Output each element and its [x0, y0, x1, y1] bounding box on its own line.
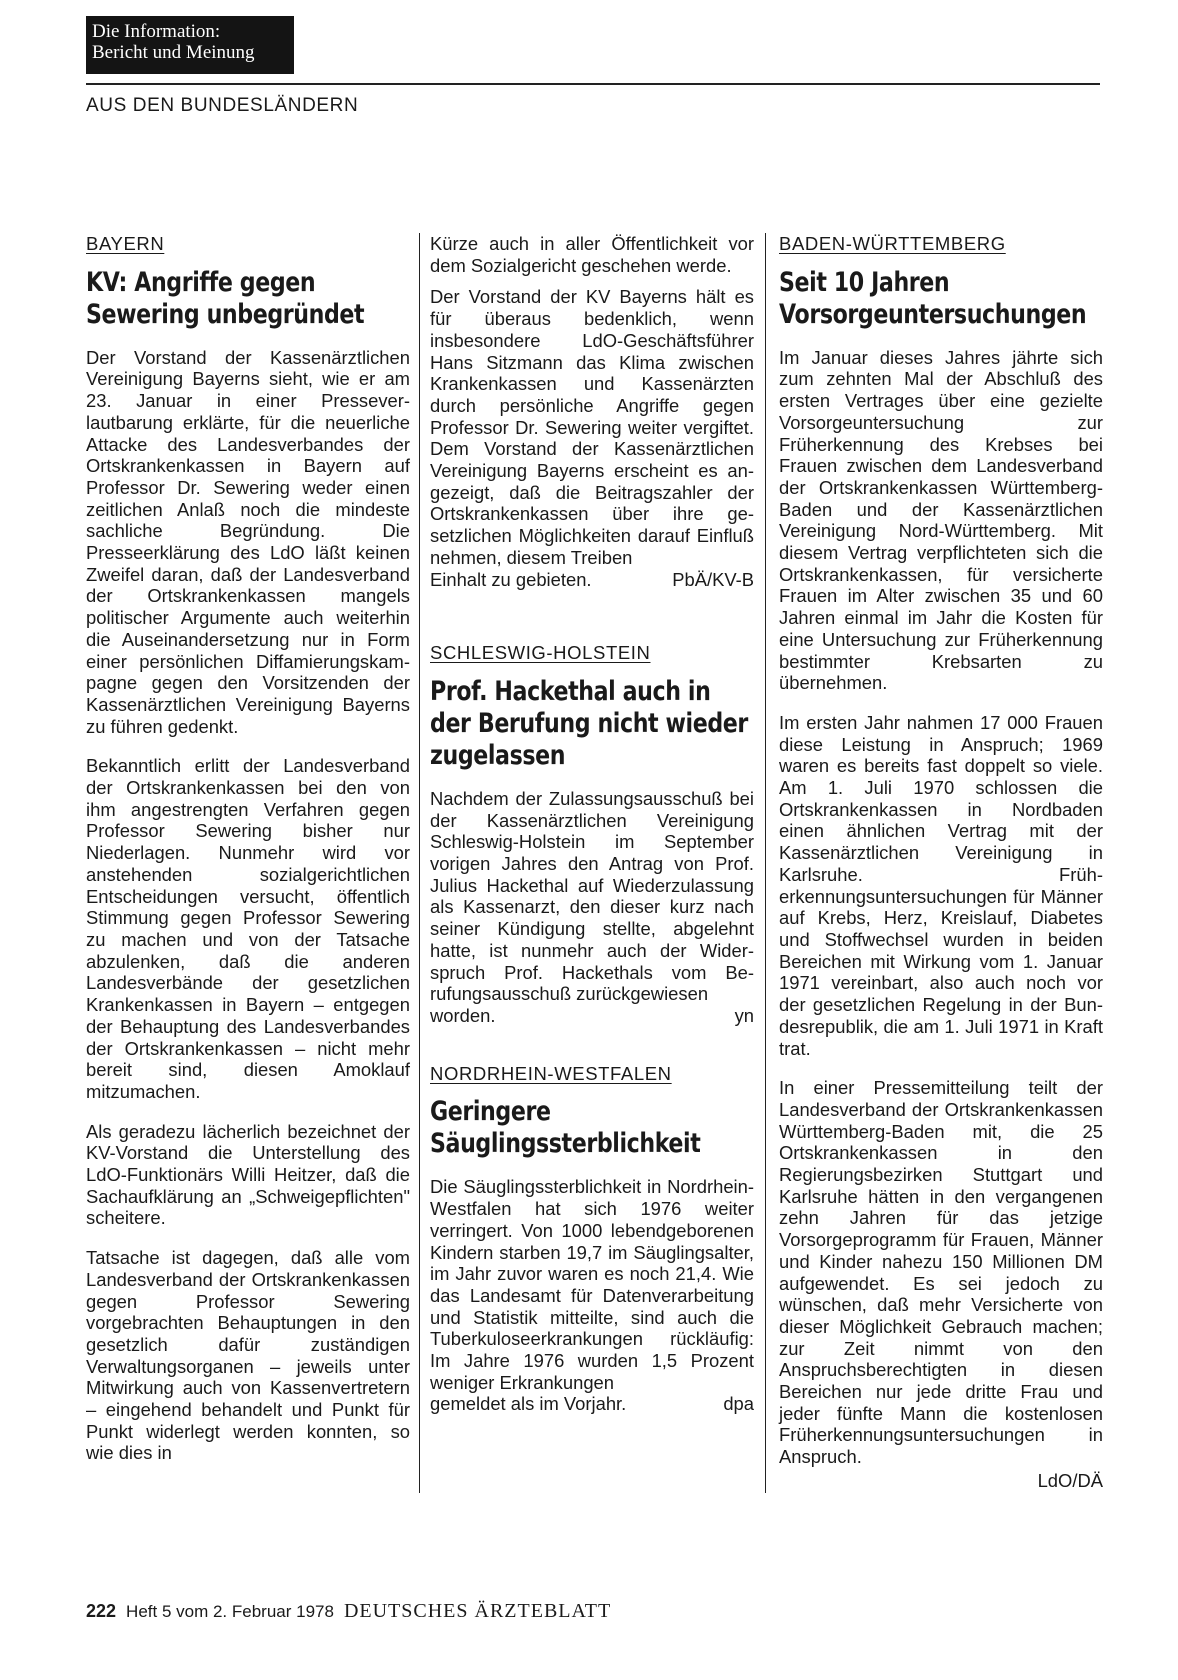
page-footer: [86, 1600, 611, 1623]
nrw-last-line: [430, 1393, 754, 1415]
section-heading: AUS DEN BUNDESLÄNDERN: [86, 95, 359, 116]
region-baden-wuerttemberg: BADEN-WÜRTTEMBERG: [779, 233, 1006, 254]
bw-paragraph-3: In einer Pressemitteilung teilt der Landesverband der Ortskrankenkassen Württemberg-Baden mit, die 25 Ortskrankenkassen in den Regierungsbezirken Stuttgart und Karlsruhe hätten in den vergangenen zehn Jahren für das jetzige Vorsorgeprogramm für Frauen, Männer und Kinder nahezu 150 Millionen DM aufgewendet. Es sei jedoch zu wünschen, daß mehr Versicherte von dieser Möglichkeit Gebrauch machen; zur Zeit nimmt von den Anspruchsberechtigten in diesen Bereichen nur jede dritte Frau und jeder fünfte Mann die kostenlosen Früherkennungsuntersuchungen in Anspruch.: [779, 1077, 1103, 1468]
region-bayern: BAYERN: [86, 233, 165, 254]
bayern-last-line: [430, 569, 754, 591]
bayern-paragraph-6: Der Vorstand der KV Bayerns hält es für überaus bedenklich, wenn insbesondere LdO-Geschäftsführer Hans Sitzmann das Klima zwischen Krankenkassen und Kassenärzten durch persönliche Angriffe gegen Professor Dr. Sewering weiter vergiftet. Dem Vorstand der Kassenärztlichen Vereinigung Bayerns erscheint es angezeigt, daß die Beitragszahler der Ortskrankenkassen über ihre gesetzlichen Möglichkeiten darauf Einfluß nehmen, diesem Treiben: [430, 286, 754, 568]
region-schleswig-holstein: SCHLESWIG-HOLSTEIN: [430, 642, 651, 664]
issue-info: Heft 5 vom 2. Februar 1978: [126, 1602, 334, 1621]
bw-paragraph-1: Im Januar dieses Jahres jährte sich zum zehnten Mal der Abschluß des ersten Vertrages über eine gezielte Vorsorgeuntersuchung zur Früherkennung des Krebses bei Frauen zwischen dem Landesverband der Ortskrankenkassen Württemberg-Baden und der Kassenärztlichen Vereinigung Nord-Württemberg. Mit diesem Vertrag verpflichteten sich die Ortskrankenkassen, für versicherte Frauen im Alter zwischen 35 und 60 Jahren einmal im Jahr die Kosten für eine Untersuchung zur Früherkennung bestimmter Krebsarten zu übernehmen.: [779, 346, 1103, 694]
header-rule: [86, 83, 1100, 85]
tag-line-1: Die Information:: [92, 21, 221, 42]
column-3: [779, 233, 1103, 1492]
bayern-last-words: Einhalt zu gebieten.: [430, 568, 592, 590]
column-divider-1: [419, 233, 420, 1493]
bayern-paragraph-2: Bekanntlich erlitt der Landesverband der Ortskrankenkassen bei den von ihm angestrengten Verfahren gegen Professor Sewering bisher nur Niederlagen. Nunmehr wird vor anstehenden sozialgerichtlichen Entscheidungen versucht, öffentlich Stimmung gegen Professor Sewering zu machen und von der Tatsache abzulenken, daß die anderen Landesverbände der gesetzlichen Krankenkassen in Bayern – entgegen der Behauptung des Landesverbandes der Ortskrankenkassen – nicht mehr bereit sind, diesen Amoklauf mitzumachen.: [86, 755, 410, 1102]
headline-baden-wuerttemberg: Seit 10 Jahren Vorsorgeuntersuchungen: [779, 266, 1087, 330]
section-tag: [86, 16, 294, 74]
column-divider-2: [765, 233, 766, 1493]
bw-signature: LdO/DÄ: [1037, 1469, 1103, 1491]
column-2: [430, 233, 754, 1415]
bayern-paragraph-3: Als geradezu lächerlich bezeichnet der KV-Vorstand die Unterstellung des LdO-Funktionärs Willi Heitzer, daß die Sachaufklärung an „Schweigepflichten" scheitere.: [86, 1120, 410, 1229]
schleswig-last-words: worden.: [430, 1004, 496, 1026]
headline-nordrhein-westfalen: Geringere Säuglingssterblichkeit: [430, 1096, 701, 1160]
bayern-signature: PbÄ/KV-B: [672, 568, 754, 590]
column-1: [86, 233, 410, 1482]
page-number: 222: [86, 1601, 117, 1621]
bayern-paragraph-4: Tatsache ist dagegen, daß alle vom Landesverband der Ortskrankenkassen gegen Professor Sewering vorgebrachten Behauptungen in den gesetzlich dafür zuständigen Verwaltungsorganen – jeweils unter Mitwirkung auch von Kassenvertretern – eingehend behandelt und Punkt für Punkt widerlegt werden konnten, so wie dies in: [86, 1247, 410, 1464]
headline-schleswig-holstein: Prof. Hackethal auch in der Berufung nicht wieder zugelassen: [430, 675, 748, 771]
region-nordrhein-westfalen: NORDRHEIN-WESTFALEN: [430, 1062, 672, 1084]
bw-paragraph-2: Im ersten Jahr nahmen 17 000 Frauen diese Leistung in Anspruch; 1969 waren es bereits fast doppelt so viele. Am 1. Juli 1970 schlossen die Ortskrankenkassen in Nordbaden einen ähnlichen Vertrag mit der Kassenärztlichen Vereinigung in Karlsruhe. Früherkennungsuntersuchungen für Männer auf Krebs, Herz, Kreislauf, Diabetes und Stoffwechsel wurden in beiden Bereichen mit Wirkung vom 1. Januar 1971 vereinbart, also auch noch vor der gesetzlichen Regelung in der Bundesrepublik, die am 1. Juli 1971 in Kraft trat.: [779, 711, 1103, 1059]
bayern-paragraph-5: Kürze auch in aller Öffentlichkeit vor dem Sozialgericht geschehen werde.: [430, 233, 754, 276]
nrw-paragraph-1: Die Säuglingssterblichkeit in Nordrhein-Westfalen hat sich 1976 weiter verringert. Von 1000 lebendgeborenen Kindern starben 19,7 im Säuglingsalter, im Jahr zuvor waren es noch 21,4. Wie das Landesamt für Datenverarbeitung und Statistik mitteilte, sind auch die Tuberkuloseerkrankungen rückläufig: Im Jahre 1976 wurden 1,5 Prozent weniger Erkrankungen: [430, 1176, 754, 1393]
tag-line-2: Bericht und Meinung: [92, 42, 255, 63]
magazine-name: DEUTSCHES ÄRZTEBLATT: [343, 1600, 612, 1622]
nrw-last-words: gemeldet als im Vorjahr.: [430, 1393, 627, 1415]
headline-bayern: KV: Angriffe gegen Sewering unbegründet: [86, 266, 365, 330]
nrw-signature: dpa: [723, 1393, 754, 1415]
schleswig-paragraph-1: Nachdem der Zulassungsausschuß bei der Kassenärztlichen Vereinigung Schleswig-Holstein im September vorigen Jahres den Antrag von Prof. Julius Hackethal auf Wiederzulassung als Kassenarzt, den dieser kurz nach seiner Kündigung stellte, abgelehnt hatte, ist nunmehr auch der Widerspruch Prof. Hackethals vom Berufungsausschuß zurückgewiesen: [430, 787, 754, 1005]
schleswig-last-line: [430, 1005, 754, 1027]
bayern-paragraph-1: Der Vorstand der Kassenärztlichen Vereinigung Bayerns sieht, wie er am 23. Januar in einer Presseverlautbarung erklärte, für die neuerliche Attacke des Landesverbandes der Ortskrankenkassen in Bayern auf Professor Dr. Sewering weder einen zeitlichen Anlaß noch die mindeste sachliche Begründung. Die Presseerklärung des LdO läßt keinen Zweifel daran, daß der Landesverband der Ortskrankenkassen mangels politischer Argumente auch weiterhin die Auseinandersetzung nur in Form einer persönlichen Diffamierungskampagne gegen den Vorsitzenden der Kassenärztlichen Vereinigung Bayerns zu führen gedenkt.: [86, 346, 410, 737]
schleswig-signature: yn: [734, 1004, 754, 1026]
